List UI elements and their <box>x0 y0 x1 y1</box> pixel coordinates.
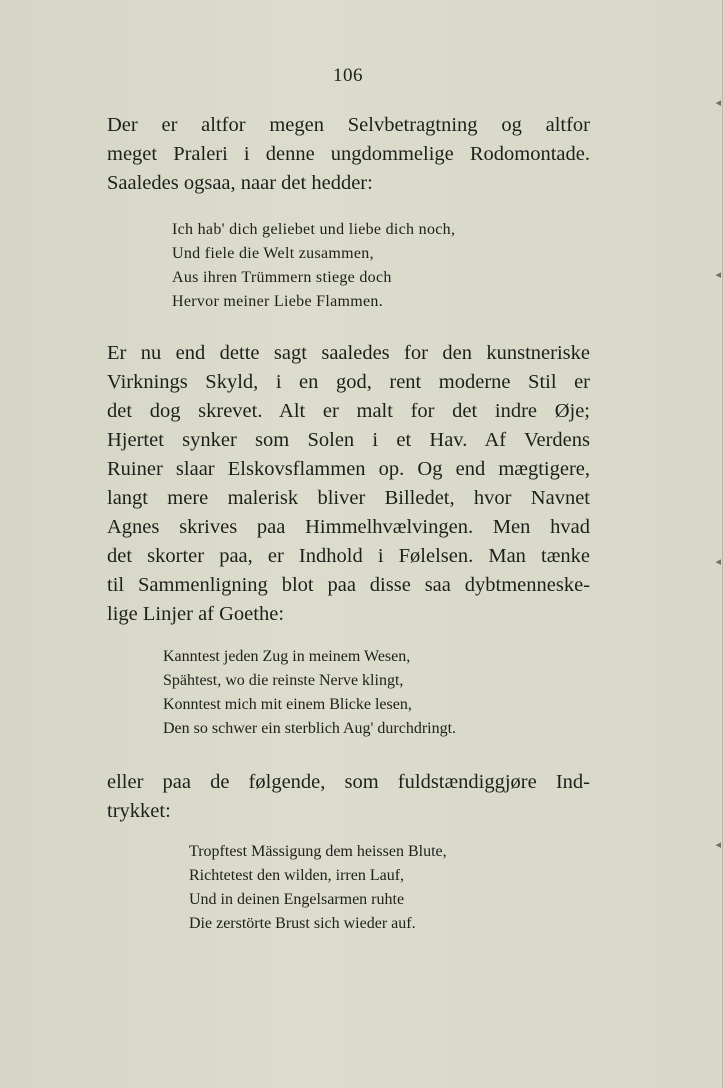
verse-line: Spähtest, wo die reinste Nerve klingt, <box>163 672 404 689</box>
paragraph-1 <box>107 111 590 198</box>
text-line: det dog skrevet. Alt er malt for det indre Øje; <box>107 400 590 422</box>
edge-mark: ◂ <box>715 555 721 568</box>
verse-line: Aus ihren Trümmern stiege doch <box>172 269 392 286</box>
verse-line: Tropftest Mässigung dem heissen Blute, <box>189 843 447 860</box>
edge-mark: ◂ <box>715 268 721 281</box>
text-line: Er nu end dette sagt saaledes for den kunstneriske <box>107 342 590 364</box>
text-line: trykket: <box>107 800 171 822</box>
text-line: Agnes skrives paa Himmelhvælvingen. Men hvad <box>107 516 590 538</box>
verse-1 <box>172 218 455 314</box>
text-line: meget Praleri i denne ungdommelige Rodomontade. <box>107 143 590 165</box>
verse-line: Und fiele die Welt zusammen, <box>172 245 374 262</box>
paragraph-2 <box>107 339 590 629</box>
edge-mark: ◂ <box>715 838 721 851</box>
verse-line: Ich hab' dich geliebet und liebe dich noch, <box>172 221 456 238</box>
verse-line: Hervor meiner Liebe Flammen. <box>172 293 383 310</box>
text-line: det skorter paa, er Indhold i Følelsen. Man tænke <box>107 545 590 567</box>
paragraph-3 <box>107 768 590 826</box>
verse-line: Die zerstörte Brust sich wieder auf. <box>189 915 416 932</box>
verse-line: Konntest mich mit einem Blicke lesen, <box>163 696 412 713</box>
verse-3 <box>189 840 447 936</box>
edge-mark: ◂ <box>715 96 721 109</box>
text-line: lige Linjer af Goethe: <box>107 603 285 625</box>
page-number: 106 <box>333 65 363 86</box>
text-line: langt mere malerisk bliver Billedet, hvor Navnet <box>107 487 590 509</box>
verse-line: Und in deinen Engelsarmen ruhte <box>189 891 405 908</box>
verse-2 <box>163 645 456 741</box>
page-edge <box>722 0 723 1088</box>
verse-line: Richtetest den wilden, irren Lauf, <box>189 867 405 884</box>
verse-line: Kanntest jeden Zug in meinem Wesen, <box>163 648 411 665</box>
text-line: Ruiner slaar Elskovsflammen op. Og end mægtigere, <box>107 458 590 480</box>
text-line: til Sammenligning blot paa disse saa dybtmenneske- <box>107 574 590 596</box>
text-line: Hjertet synker som Solen i et Hav. Af Verdens <box>107 429 590 451</box>
text-line: eller paa de følgende, som fuldstændiggjøre Ind- <box>107 771 590 793</box>
verse-line: Den so schwer ein sterblich Aug' durchdringt. <box>163 720 457 737</box>
text-line: Der er altfor megen Selvbetragtning og altfor <box>107 114 590 136</box>
text-line: Saaledes ogsaa, naar det hedder: <box>107 172 373 194</box>
text-line: Virknings Skyld, i en god, rent moderne Stil er <box>107 371 590 393</box>
